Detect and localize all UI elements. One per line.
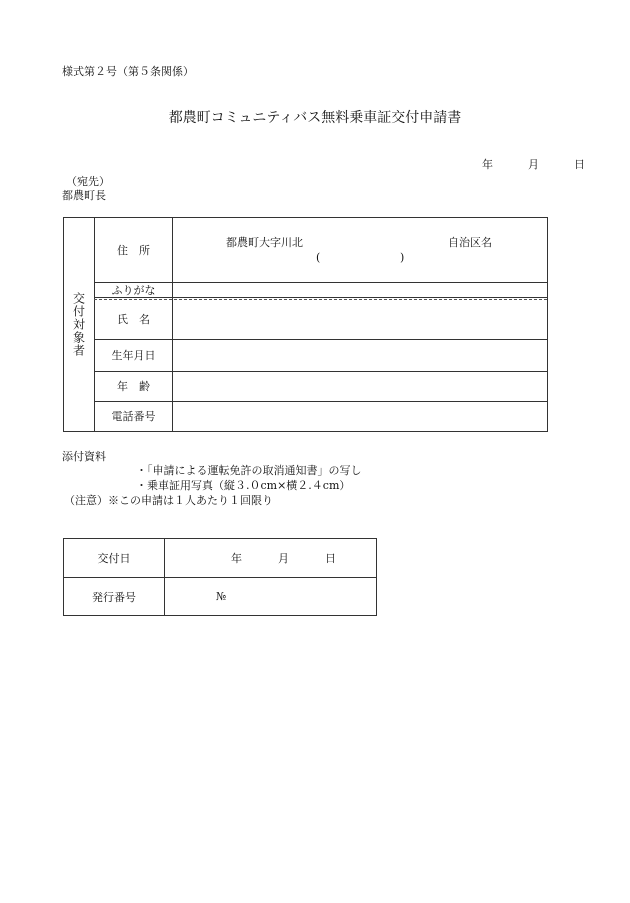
address-value: 都農町大字川北	[226, 236, 303, 249]
attachments-title: 添付資料	[62, 450, 106, 463]
paren-close: )	[400, 251, 405, 264]
date-month-unit: 月	[528, 158, 539, 171]
addressee-name: 都農町長	[62, 189, 106, 202]
issue-number-prefix: №	[216, 590, 227, 603]
applicant-table	[63, 217, 548, 432]
issue-month-unit: 月	[278, 552, 289, 565]
table-divider	[172, 218, 173, 431]
application-date	[482, 159, 585, 170]
phone-label: 電話番号	[111, 410, 156, 423]
recipient-side-label: 交付対象者	[71, 292, 86, 357]
issue-number-label: 発行番号	[92, 591, 136, 604]
document-title: 都農町コミュニティバス無料乗車証交付申請書	[168, 110, 462, 126]
issue-year-unit: 年	[231, 552, 242, 565]
furigana-label: ふりがな	[111, 284, 156, 297]
issuance-table	[63, 538, 377, 616]
notice-text: （注意）※この申請は１人あたり１回限り	[64, 494, 273, 507]
attachment-item: ・「申請による運転免許の取消通知書」の写し	[136, 464, 362, 477]
district-label: 自治区名	[448, 236, 492, 249]
age-label: 年 齢	[117, 380, 150, 393]
issue-day-unit: 日	[325, 552, 336, 565]
address-label: 住 所	[117, 244, 150, 257]
date-day-unit: 日	[574, 158, 585, 171]
addressee-label: （宛先）	[66, 175, 110, 188]
attachment-item: ・乗車証用写真（縦３.０cm×横２.４cm）	[136, 479, 351, 492]
date-year-unit: 年	[482, 158, 493, 171]
form-number: 様式第２号（第５条関係）	[62, 65, 194, 78]
issue-date-label: 交付日	[97, 552, 131, 565]
birthdate-label: 生年月日	[111, 349, 156, 362]
paren-open: (	[316, 251, 321, 264]
name-label: 氏 名	[117, 313, 150, 326]
